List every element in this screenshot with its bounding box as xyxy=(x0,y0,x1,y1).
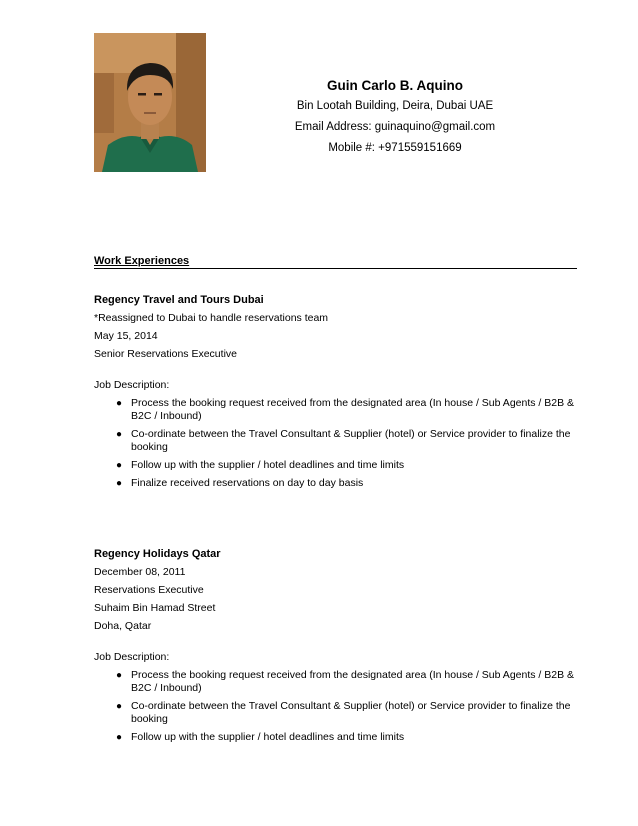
duty-text: Follow up with the supplier / hotel deadlines and time limits xyxy=(131,731,405,743)
job-description-label: Job Description: xyxy=(94,379,170,391)
duty-text: Process the booking request received from the designated area (In house / Sub Agents / B2B & B2C / Inbound) xyxy=(131,397,575,422)
job-entry-2 xyxy=(94,548,584,749)
bullet-icon: ● xyxy=(116,460,123,471)
list-item xyxy=(94,459,584,472)
duty-list xyxy=(94,669,584,744)
mobile-line: Mobile #: +971559151669 xyxy=(328,142,462,154)
section-title-work-experiences: Work Experiences xyxy=(94,255,190,267)
job-entry-1 xyxy=(94,294,584,495)
job-city: Doha, Qatar xyxy=(94,620,152,632)
section-divider xyxy=(94,268,577,269)
job-description-label: Job Description: xyxy=(94,651,170,663)
duty-text: Follow up with the supplier / hotel deadlines and time limits xyxy=(131,459,405,471)
bullet-icon: ● xyxy=(116,670,123,681)
duty-list xyxy=(94,397,584,490)
list-item xyxy=(94,477,584,490)
job-position: Reservations Executive xyxy=(94,584,204,596)
email-line: Email Address: guinaquino@gmail.com xyxy=(294,121,496,133)
bullet-icon: ● xyxy=(116,732,123,743)
duty-text: Finalize received reservations on day to day basis xyxy=(131,477,364,489)
duty-text: Process the booking request received from the designated area (In house / Sub Agents / B2B & B2C / Inbound) xyxy=(131,669,575,694)
list-item xyxy=(94,700,584,726)
job-detail: *Reassigned to Dubai to handle reservations team xyxy=(94,312,329,324)
address-line: Bin Lootah Building, Deira, Dubai UAE xyxy=(296,100,494,112)
contact-header xyxy=(230,78,560,163)
job-position: Senior Reservations Executive xyxy=(94,348,237,360)
profile-photo xyxy=(94,33,206,172)
applicant-name: Guin Carlo B. Aquino xyxy=(327,78,463,93)
bullet-icon: ● xyxy=(116,478,123,489)
company-name: Regency Travel and Tours Dubai xyxy=(94,294,264,306)
bullet-icon: ● xyxy=(116,701,123,712)
list-item xyxy=(94,397,584,423)
list-item xyxy=(94,669,584,695)
list-item xyxy=(94,731,584,744)
job-date: December 08, 2011 xyxy=(94,566,186,578)
company-name: Regency Holidays Qatar xyxy=(94,548,221,560)
bullet-icon: ● xyxy=(116,398,123,409)
job-date: May 15, 2014 xyxy=(94,330,158,342)
bullet-icon: ● xyxy=(116,429,123,440)
duty-text: Co-ordinate between the Travel Consultant & Supplier (hotel) or Service provider to finalize the booking xyxy=(131,428,571,453)
list-item xyxy=(94,428,584,454)
duty-text: Co-ordinate between the Travel Consultant & Supplier (hotel) or Service provider to finalize the booking xyxy=(131,700,571,725)
job-street: Suhaim Bin Hamad Street xyxy=(94,602,216,614)
